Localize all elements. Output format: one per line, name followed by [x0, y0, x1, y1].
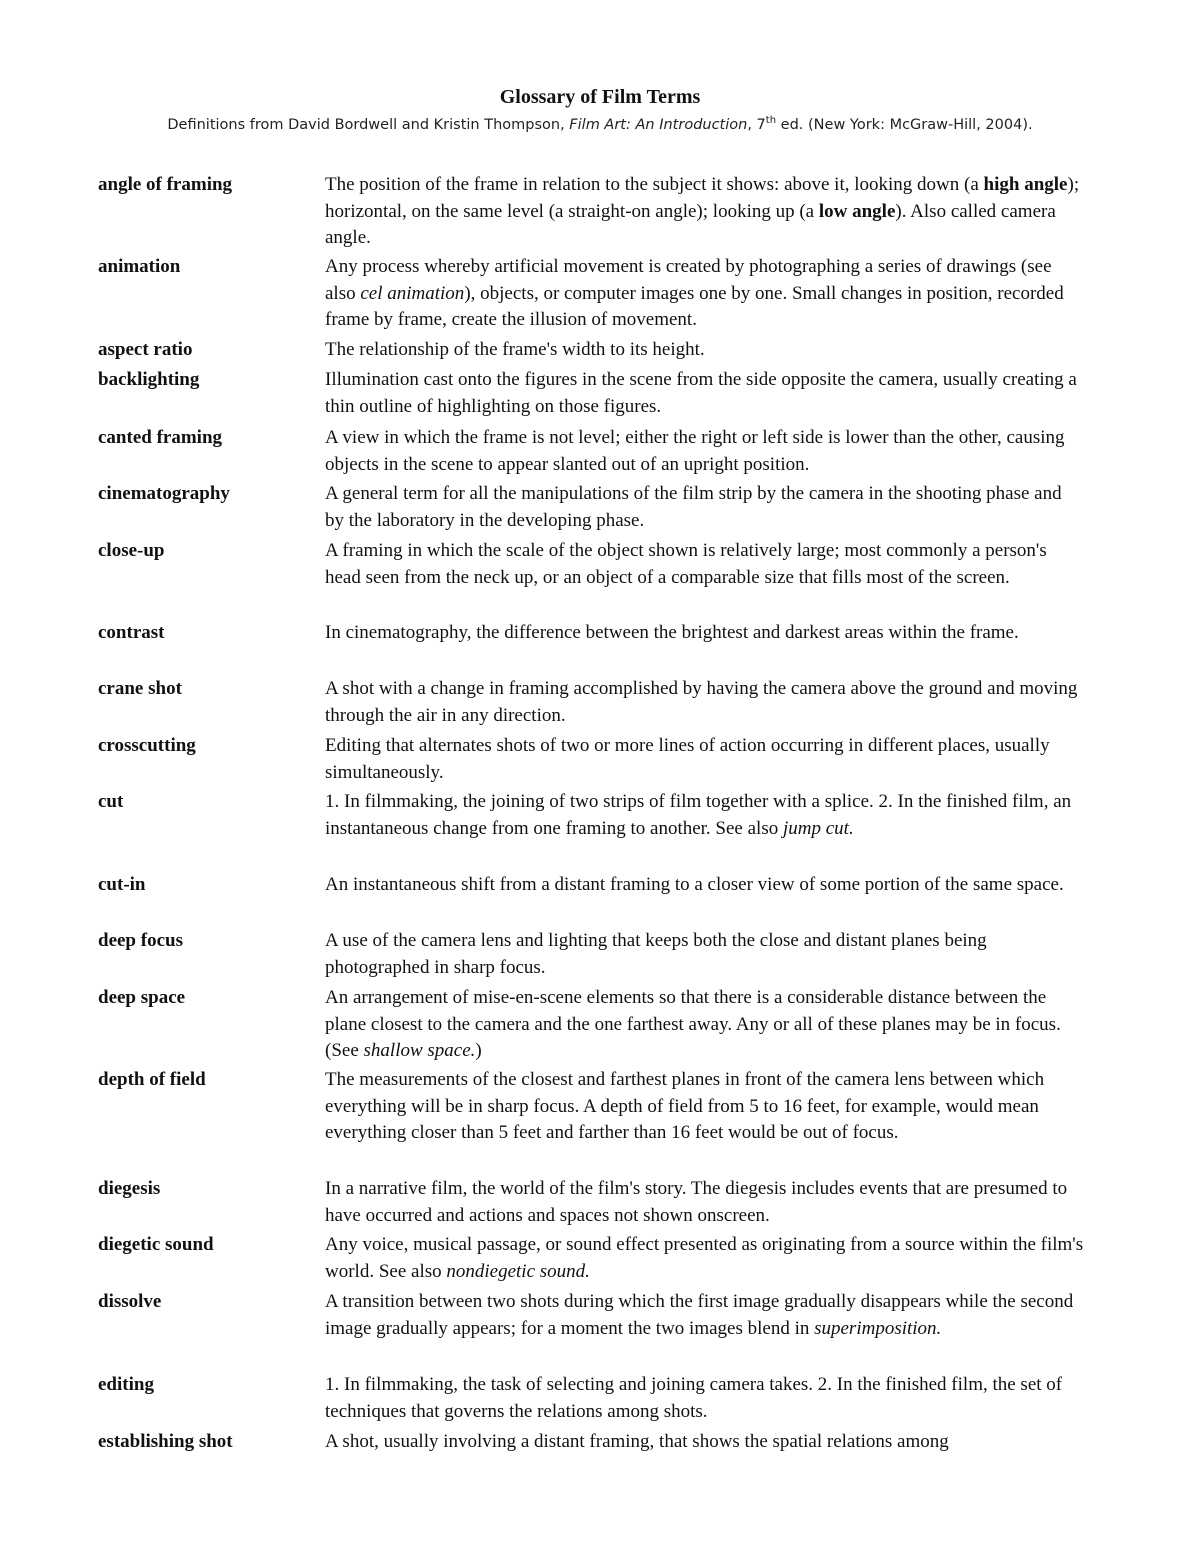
- glossary-term: diegesis: [98, 1178, 161, 1199]
- definition-bold-term: high angle: [983, 174, 1068, 195]
- definition-text: 1. In filmmaking, the joining of two strips of film together with a splice. 2. In the finished film, an instantaneous change from one framing to another. See also: [325, 791, 1072, 839]
- glossary-term: close-up: [98, 540, 165, 561]
- glossary-term: aspect ratio: [98, 339, 193, 360]
- glossary-term: cut-in: [98, 874, 146, 895]
- glossary-term: angle of framing: [98, 174, 233, 195]
- definition-text: Illumination cast onto the figures in the scene from the side opposite the camera, usually creating a thin outline of highlighting on those figures.: [325, 369, 1077, 417]
- definition-text: In a narrative film, the world of the film's story. The diegesis includes events that are presumed to have occurred and actions and spaces not shown onscreen.: [325, 1178, 1068, 1226]
- definition-text: ); horizontal, on the same level (a straight-on angle); looking up (a: [325, 174, 1080, 222]
- definition-text: A use of the camera lens and lighting that keeps both the close and distant planes being photographed in sharp focus.: [325, 930, 987, 978]
- glossary-term: cut: [98, 791, 124, 812]
- glossary-term: backlighting: [98, 369, 200, 390]
- page-title: Glossary of Film Terms: [499, 86, 701, 108]
- glossary-term: editing: [98, 1374, 154, 1395]
- glossary-term: canted framing: [98, 427, 223, 448]
- definition-cross-reference: cel animation: [360, 282, 465, 304]
- definition-text: Editing that alternates shots of two or more lines of action occurring in different places, usually simultaneously.: [325, 735, 1050, 783]
- glossary-definition: [325, 985, 1085, 1065]
- glossary-definition: [325, 481, 1085, 534]
- citation-prefix: Definitions from David Bordwell and Kristin Thompson,: [167, 117, 570, 133]
- glossary-definition: [325, 337, 1085, 364]
- definition-text: ): [475, 1040, 482, 1061]
- definition-cross-reference: shallow space.: [363, 1040, 476, 1061]
- glossary-definition: [325, 254, 1085, 334]
- glossary-term: deep space: [98, 987, 186, 1008]
- definition-text: Any voice, musical passage, or sound effect presented as originating from a source within the film's world. See also: [325, 1234, 1084, 1282]
- glossary-definition: [325, 538, 1085, 591]
- glossary-definition: [325, 425, 1085, 478]
- glossary-definition: [325, 1232, 1085, 1285]
- glossary-definition: [325, 676, 1085, 729]
- definition-text: Any process whereby artificial movement is created by photographing a series of drawings (see also: [325, 256, 1052, 304]
- definition-text: 1. In filmmaking, the task of selecting and joining camera takes. 2. In the finished film, the set of techniques that governs the relations among shots.: [325, 1374, 1063, 1422]
- definition-text: ), objects, or computer images one by one. Small changes in position, recorded frame by frame, create the illusion of movement.: [325, 282, 1064, 330]
- glossary-term: contrast: [98, 622, 165, 643]
- glossary-term: diegetic sound: [98, 1234, 214, 1255]
- definition-text: A view in which the frame is not level; either the right or left side is lower than the other, causing objects in the scene to appear slanted out of an upright position.: [325, 427, 1065, 475]
- definition-cross-reference: jump cut.: [782, 817, 854, 839]
- definition-text: A shot with a change in framing accomplished by having the camera above the ground and moving through the air in any direction.: [325, 678, 1078, 726]
- glossary-definition: [325, 872, 1085, 899]
- glossary-definition: [325, 1176, 1085, 1229]
- citation-publisher: ed. (New York: McGraw-Hill, 2004).: [776, 117, 1033, 133]
- definition-text: A transition between two shots during which the first image gradually disappears while the second image gradually appears; for a moment the two images blend in: [325, 1291, 1074, 1339]
- glossary-definition: [325, 1289, 1085, 1342]
- glossary-definition: [325, 928, 1085, 981]
- glossary-definition: [325, 1372, 1085, 1425]
- definition-text: An instantaneous shift from a distant framing to a closer view of some portion of the same space.: [325, 874, 1064, 895]
- definition-bold-term: low angle: [818, 200, 896, 222]
- definition-text: A general term for all the manipulations of the film strip by the camera in the shooting phase and by the laboratory in the developing phase.: [325, 483, 1062, 531]
- glossary-definition: [325, 367, 1085, 420]
- definition-text: The measurements of the closest and farthest planes in front of the camera lens between which everything will be in sharp focus. A depth of field from 5 to 16 feet, for example, would mean everything closer than 5 feet and farther than 16 feet would be out of focus.: [325, 1069, 1045, 1143]
- glossary-definition: [325, 789, 1085, 842]
- definition-text: In cinematography, the difference between the brightest and darkest areas within the frame.: [325, 622, 1019, 643]
- citation-subtitle: [0, 117, 1200, 133]
- glossary-definition: [325, 620, 1085, 647]
- glossary-term: dissolve: [98, 1291, 162, 1312]
- definition-cross-reference: nondiegetic sound.: [446, 1260, 590, 1282]
- definition-text: A shot, usually involving a distant framing, that shows the spatial relations among: [325, 1431, 949, 1452]
- definition-cross-reference: superimposition.: [814, 1317, 942, 1339]
- citation-book-title: Film Art: An Introduction: [569, 117, 748, 133]
- glossary-term: cinematography: [98, 483, 230, 504]
- glossary-term: depth of field: [98, 1069, 206, 1090]
- definition-text: A framing in which the scale of the object shown is relatively large; most commonly a person's head seen from the neck up, or an object of a comparable size that fills most of the screen.: [325, 540, 1047, 588]
- glossary-term: animation: [98, 256, 181, 277]
- definition-text: ). Also called camera angle.: [325, 200, 1056, 248]
- glossary-definition: [325, 1067, 1085, 1147]
- definition-text: The position of the frame in relation to the subject it shows: above it, looking down (a: [325, 174, 984, 195]
- glossary-definition: [325, 733, 1085, 786]
- definition-text: An arrangement of mise-en-scene elements so that there is a considerable distance between the plane closest to the camera and the one farthest away. Any or all of these planes may be in focus. (See: [325, 987, 1061, 1061]
- citation-edition-suffix: th: [765, 115, 777, 127]
- glossary-term: crane shot: [98, 678, 182, 699]
- citation-edition-number: , 7: [747, 117, 766, 133]
- glossary-definition: [325, 1429, 1085, 1456]
- glossary-definition: [325, 172, 1085, 252]
- definition-text: The relationship of the frame's width to its height.: [325, 339, 705, 360]
- glossary-term: deep focus: [98, 930, 183, 951]
- glossary-term: crosscutting: [98, 735, 196, 756]
- glossary-term: establishing shot: [98, 1431, 233, 1452]
